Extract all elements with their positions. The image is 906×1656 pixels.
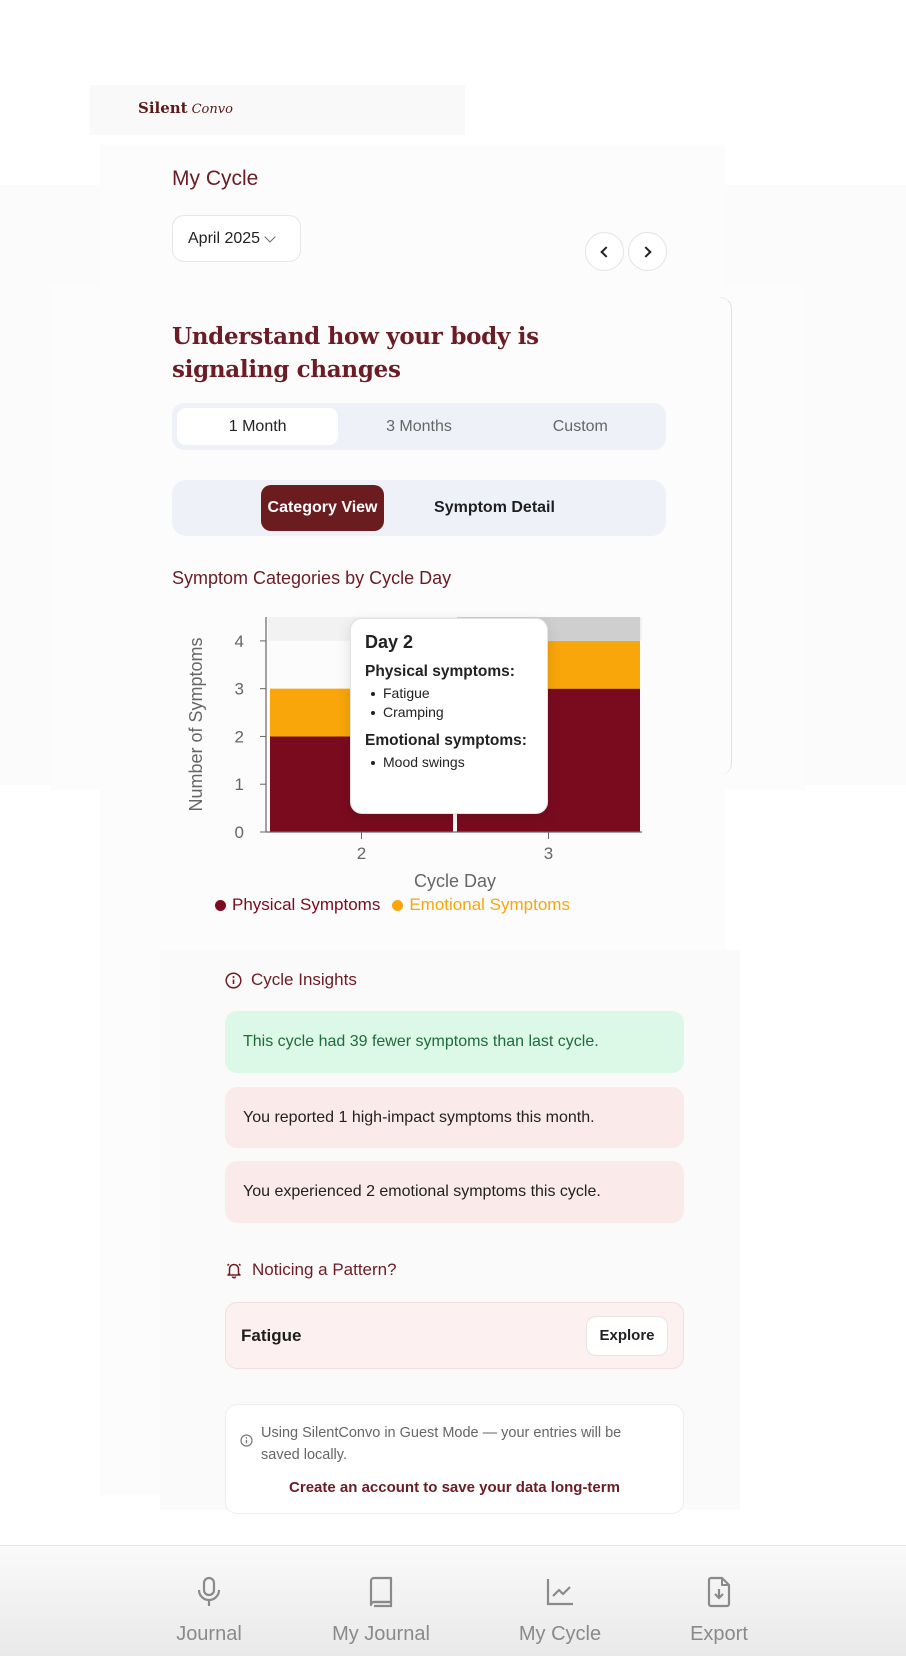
tab-my-cycle-label: My Cycle (518, 1623, 602, 1645)
x-tick-label: 2 (356, 844, 367, 863)
tooltip-emotional-heading: Emotional symptoms: (365, 732, 527, 749)
range-tabs (172, 403, 666, 450)
legend-label-emotional: Emotional Symptoms (409, 895, 570, 914)
tooltip-physical-heading: Physical symptoms: (365, 663, 515, 680)
guest-mode-notice (225, 1404, 684, 1514)
info-icon (240, 1434, 253, 1452)
insight-card: This cycle had 39 fewer symptoms than last cycle. (225, 1011, 684, 1073)
tab-symptom-detail[interactable]: Symptom Detail (434, 499, 555, 516)
guest-mode-message: Using SilentConvo in Guest Mode — your entries will be saved locally. (261, 1425, 622, 1463)
tab-custom[interactable]: Custom (552, 417, 608, 435)
y-tick-label: 1 (234, 775, 244, 795)
microphone-icon (195, 1576, 223, 1613)
chevron-right-icon (640, 246, 651, 257)
insights-heading (225, 970, 357, 990)
insights-heading-label: Cycle Insights (251, 970, 357, 989)
tooltip-emotional-list (365, 753, 533, 772)
list-item: Mood swings (365, 753, 533, 772)
tab-category-view[interactable]: Category View (261, 485, 384, 531)
y-tick-label: 3 (234, 679, 244, 699)
legend-dot-physical (215, 900, 226, 911)
chart-legend (215, 895, 582, 915)
tab-my-journal[interactable] (311, 1576, 451, 1646)
line-chart-icon (544, 1576, 576, 1613)
tab-export[interactable] (649, 1576, 789, 1646)
insight-card: You reported 1 high-impact symptoms this month. (225, 1087, 684, 1148)
tab-3-months[interactable]: 3 Months (386, 417, 452, 435)
bottom-tab-bar (0, 1545, 906, 1656)
tab-journal-label: Journal (176, 1623, 242, 1645)
month-select-value: April 2025 (188, 229, 261, 247)
tooltip-physical-list (365, 684, 533, 722)
legend-label-physical: Physical Symptoms (232, 895, 381, 914)
legend-item-physical[interactable] (215, 895, 380, 915)
tab-my-cycle[interactable] (490, 1576, 630, 1646)
list-item: Cramping (365, 703, 533, 722)
tab-journal[interactable] (139, 1576, 279, 1646)
chart-tooltip (350, 618, 548, 814)
pattern-symptom: Fatigue (241, 1325, 302, 1345)
section-headline: Understand how your body is signaling changes (172, 323, 539, 383)
book-icon (367, 1576, 395, 1613)
bell-icon (225, 1261, 243, 1279)
card-border (720, 297, 732, 775)
pattern-heading (225, 1260, 397, 1280)
info-icon (225, 972, 242, 989)
previous-month-button[interactable] (585, 232, 624, 271)
page-title: My Cycle (172, 167, 259, 190)
pattern-heading-label: Noticing a Pattern? (252, 1260, 397, 1279)
brand-logo: Silent Convo (90, 85, 465, 135)
legend-dot-emotional (392, 900, 403, 911)
x-axis-label: Cycle Day (413, 871, 497, 891)
tooltip-title: Day 2 (365, 632, 414, 652)
chevron-left-icon (600, 246, 611, 257)
view-tabs (172, 480, 666, 536)
y-tick-label: 2 (234, 727, 244, 747)
chart-title: Symptom Categories by Cycle Day (172, 568, 452, 588)
month-select[interactable] (172, 215, 301, 262)
next-month-button[interactable] (628, 232, 667, 271)
file-download-icon (705, 1576, 733, 1613)
create-account-link[interactable]: Create an account to save your data long-term (289, 1479, 620, 1496)
tab-1-month[interactable]: 1 Month (177, 408, 338, 445)
tab-my-journal-label: My Journal (332, 1623, 430, 1645)
x-tick-label: 3 (543, 844, 554, 863)
insight-card: You experienced 2 emotional symptoms this cycle. (225, 1161, 684, 1223)
y-tick-label: 0 (234, 823, 244, 842)
y-axis-label: Number of Symptoms (186, 637, 206, 812)
chevron-down-icon (264, 231, 275, 242)
tab-export-label: Export (690, 1623, 748, 1645)
y-tick-label: 4 (234, 631, 244, 651)
pattern-card (225, 1302, 684, 1369)
legend-item-emotional[interactable] (392, 895, 570, 915)
list-item: Fatigue (365, 684, 533, 703)
explore-button[interactable]: Explore (586, 1316, 668, 1356)
